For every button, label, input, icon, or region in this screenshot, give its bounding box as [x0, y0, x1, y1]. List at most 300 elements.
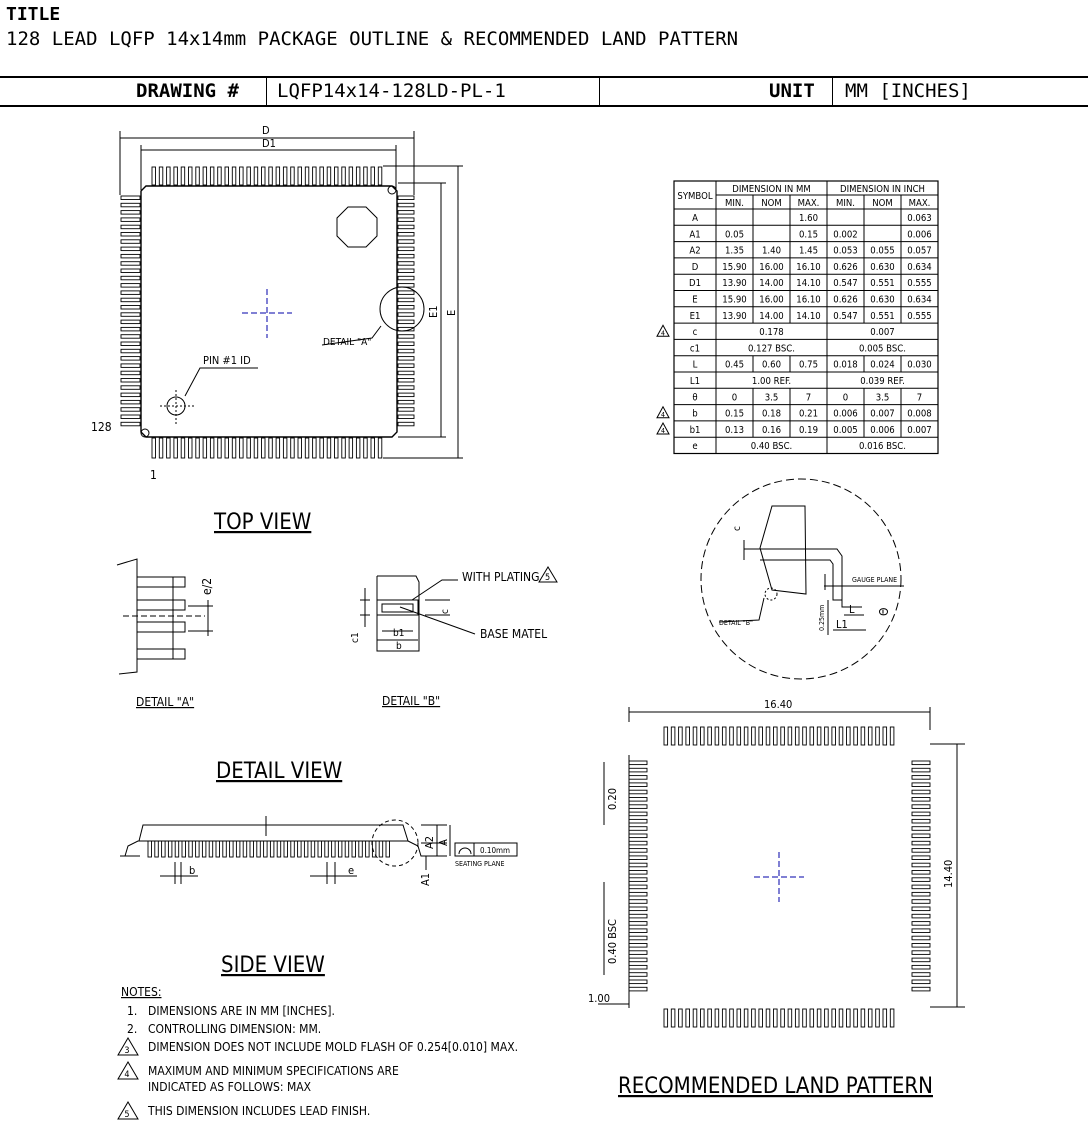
land-pad — [912, 987, 930, 991]
land-pad — [693, 727, 697, 745]
land-pad — [847, 727, 851, 745]
unit-value: MM [INCHES] — [845, 80, 971, 102]
note-number: 5 — [124, 1110, 130, 1120]
lead — [182, 841, 186, 857]
c-label: c — [440, 609, 451, 614]
land-pad — [730, 727, 734, 745]
lead — [342, 167, 346, 185]
lead — [398, 408, 414, 412]
land-pad — [912, 827, 930, 831]
land-pad — [912, 900, 930, 904]
lead — [230, 841, 234, 857]
lead — [284, 841, 288, 857]
title-label: TITLE — [6, 4, 61, 25]
lead — [121, 298, 140, 302]
land-pad — [912, 914, 930, 918]
lead — [189, 841, 193, 857]
lead — [121, 313, 140, 317]
detail-b-callout: DETAIL "B" — [719, 619, 753, 627]
table-cell: 0.005 — [833, 424, 858, 436]
land-pad — [629, 922, 647, 926]
land-pad — [817, 727, 821, 745]
lead — [371, 438, 375, 458]
lead — [269, 438, 273, 458]
lead — [332, 841, 336, 857]
land-pad — [686, 1009, 690, 1027]
lead — [159, 438, 163, 458]
land-pad — [912, 965, 930, 969]
land-pattern-caption: RECOMMENDED LAND PATTERN — [618, 1074, 933, 1099]
table-cell: 7 — [805, 392, 812, 404]
table-symbol: e — [692, 441, 698, 453]
lead — [276, 167, 280, 185]
detail-a-drawing — [117, 559, 213, 674]
land-pad — [825, 1009, 829, 1027]
land-pad — [912, 863, 930, 867]
lead — [223, 841, 227, 857]
land-pad — [722, 1009, 726, 1027]
table-subheader: MAX. — [908, 198, 931, 209]
table-cell: 0.60 — [761, 359, 782, 371]
land-pad — [803, 1009, 807, 1027]
lead — [304, 841, 308, 857]
land-pad — [861, 727, 865, 745]
lead — [121, 349, 140, 353]
table-subheader: MIN. — [725, 198, 744, 209]
note-text: DIMENSIONS ARE IN MM [INCHES]. — [148, 1004, 335, 1018]
lead — [291, 167, 295, 185]
land-pad — [803, 727, 807, 745]
lead — [121, 276, 140, 280]
lead — [203, 167, 207, 185]
table-symbol-header: SYMBOL — [677, 191, 713, 202]
note-flag-number: 4 — [660, 329, 666, 338]
note-text: INDICATED AS FOLLOWS: MAX — [148, 1080, 312, 1094]
side-e-label: e — [348, 864, 355, 877]
table-cell: 0.13 — [724, 424, 745, 436]
land-pad — [912, 936, 930, 940]
detail-a-caption: DETAIL "A" — [136, 695, 195, 709]
table-symbol: c1 — [689, 343, 701, 355]
land-pad — [629, 841, 647, 845]
lead — [349, 167, 353, 185]
land-pad — [629, 871, 647, 875]
land-pad — [629, 936, 647, 940]
land-pad — [912, 768, 930, 772]
lead — [371, 167, 375, 185]
lead — [398, 415, 414, 419]
title-text: 128 LEAD LQFP 14x14mm PACKAGE OUTLINE & RECOMMENDED LAND PATTERN — [6, 28, 739, 50]
table-cell: 0.057 — [907, 245, 932, 257]
lead — [398, 298, 414, 302]
land-pad — [629, 761, 647, 765]
notes-heading: NOTES: — [121, 985, 162, 999]
table-cell: 0.178 — [759, 327, 784, 339]
lead — [345, 841, 349, 857]
lead — [189, 438, 193, 458]
land-pad — [912, 805, 930, 809]
note-text: THIS DIMENSION INCLUDES LEAD FINISH. — [148, 1104, 371, 1118]
land-pad — [629, 914, 647, 918]
land-pad — [912, 776, 930, 780]
land-pad — [679, 1009, 683, 1027]
land-pad — [912, 834, 930, 838]
table-symbol: L1 — [689, 376, 701, 387]
b-label: b — [396, 641, 402, 652]
lead — [121, 262, 140, 266]
lead — [356, 438, 360, 458]
land-pad — [629, 980, 647, 984]
land-pad — [795, 727, 799, 745]
land-pad — [766, 727, 770, 745]
table-subheader: MAX. — [797, 198, 820, 209]
land-pad — [912, 973, 930, 977]
lead — [121, 254, 140, 258]
land-pad — [861, 1009, 865, 1027]
lead — [276, 438, 280, 458]
drawing-number: LQFP14x14-128LD-PL-1 — [277, 80, 506, 102]
table-symbol: b1 — [689, 424, 701, 436]
lead — [366, 841, 370, 857]
table-cell: 0.16 — [761, 424, 782, 436]
lead — [225, 438, 229, 458]
land-pad — [629, 951, 647, 955]
dimension-table — [657, 181, 938, 454]
table-cell: 1.00 REF. — [751, 376, 792, 387]
lead — [247, 438, 251, 458]
table-cell: 0.053 — [833, 245, 858, 257]
land-pad — [629, 856, 647, 860]
lead — [298, 841, 302, 857]
lead — [121, 357, 140, 361]
pin1-id-label: PIN #1 ID — [203, 354, 251, 367]
land-pad — [671, 727, 675, 745]
lead — [152, 167, 156, 185]
table-cell: 0.75 — [798, 359, 819, 371]
land-pad — [693, 1009, 697, 1027]
lead — [196, 438, 200, 458]
lead — [196, 841, 200, 857]
lead — [386, 841, 390, 857]
land-pad — [629, 973, 647, 977]
table-cell: 14.10 — [796, 278, 821, 290]
dim-e-label: E — [445, 309, 458, 316]
unit-label: UNIT — [769, 80, 815, 102]
table-subheader: NOM — [761, 198, 782, 209]
land-pad — [912, 856, 930, 860]
table-cell: 0.45 — [724, 359, 745, 371]
land-pad — [890, 727, 894, 745]
lead — [168, 841, 172, 857]
land-pad — [912, 819, 930, 823]
lead — [398, 196, 414, 200]
land-pad — [883, 1009, 887, 1027]
lead — [398, 386, 414, 390]
land-width-label: 16.40 — [764, 698, 793, 711]
lead — [189, 167, 193, 185]
table-cell: 14.00 — [759, 278, 784, 290]
lead — [257, 841, 261, 857]
table-inch-header: DIMENSION IN INCH — [840, 184, 925, 195]
land-pad — [912, 841, 930, 845]
dim-d1-label: D1 — [262, 137, 276, 150]
lead — [121, 386, 140, 390]
land-pad — [629, 944, 647, 948]
lead — [121, 218, 140, 222]
lead — [174, 167, 178, 185]
lead — [121, 269, 140, 273]
land-pad — [701, 1009, 705, 1027]
lead — [283, 438, 287, 458]
pad-width-label: 0.20 — [606, 787, 619, 810]
lead — [121, 203, 140, 207]
a2-label: A2 — [423, 835, 436, 849]
table-cell: 0.002 — [833, 229, 858, 241]
lead — [167, 438, 171, 458]
top-view — [120, 131, 463, 458]
lead — [181, 438, 185, 458]
table-mm-header: DIMENSION IN MM — [732, 184, 811, 195]
note-flag-number: 4 — [660, 427, 666, 436]
table-cell: 0.006 — [833, 408, 858, 420]
land-pad — [715, 727, 719, 745]
lead — [320, 438, 324, 458]
table-cell: 0.21 — [798, 408, 819, 420]
lead — [202, 841, 206, 857]
lead — [155, 841, 159, 857]
land-pad — [737, 727, 741, 745]
land-pad — [752, 1009, 756, 1027]
table-cell: 0.055 — [870, 245, 895, 257]
table-cell: 0.039 REF. — [860, 376, 905, 387]
lead — [318, 841, 322, 857]
table-cell: 0.007 — [870, 327, 895, 339]
land-pad — [686, 727, 690, 745]
land-pad — [912, 958, 930, 962]
land-pad — [912, 878, 930, 882]
lead — [364, 438, 368, 458]
table-cell: 0.016 BSC. — [859, 441, 906, 453]
lead — [121, 364, 140, 368]
land-pad — [629, 783, 647, 787]
land-pad — [781, 727, 785, 745]
detail-b-c-label: c — [732, 526, 743, 531]
lead — [121, 379, 140, 383]
lead — [121, 240, 140, 244]
land-pad — [629, 987, 647, 991]
lead — [398, 371, 414, 375]
table-cell: 0.547 — [833, 278, 858, 290]
lead — [398, 240, 414, 244]
land-pad — [810, 1009, 814, 1027]
lead — [398, 364, 414, 368]
land-pad — [744, 727, 748, 745]
lead — [121, 233, 140, 237]
table-cell: 0.007 — [907, 424, 932, 436]
table-symbol: c — [692, 327, 698, 339]
table-cell: 0.005 BSC. — [859, 343, 906, 355]
land-pad — [839, 727, 843, 745]
pitch-label: 0.40 BSC — [606, 919, 619, 964]
with-plating-label: WITH PLATING — [462, 570, 540, 584]
table-cell: 0.024 — [870, 359, 895, 371]
table-cell: 0.008 — [907, 408, 932, 420]
land-pad — [781, 1009, 785, 1027]
land-pad — [912, 944, 930, 948]
land-pad — [912, 885, 930, 889]
lead — [378, 438, 382, 458]
lead — [398, 335, 414, 339]
lead — [121, 291, 140, 295]
lead — [148, 841, 152, 857]
lead — [398, 233, 414, 237]
land-pad — [671, 1009, 675, 1027]
lead — [291, 438, 295, 458]
table-cell: 1.40 — [761, 245, 782, 257]
pad-length-label: 1.00 — [588, 992, 611, 1005]
table-cell: 1.45 — [798, 245, 819, 257]
land-pad — [912, 798, 930, 802]
lead — [277, 841, 281, 857]
land-pad — [708, 1009, 712, 1027]
land-pad — [854, 1009, 858, 1027]
lead — [398, 393, 414, 397]
table-cell: 16.00 — [759, 294, 784, 306]
land-pad — [817, 1009, 821, 1027]
land-pad — [629, 812, 647, 816]
lead — [121, 408, 140, 412]
lead — [398, 203, 414, 207]
table-cell: 0.551 — [870, 278, 895, 290]
land-pad — [629, 798, 647, 802]
land-pad — [912, 849, 930, 853]
land-pad — [629, 805, 647, 809]
lead — [121, 284, 140, 288]
table-cell: 0.555 — [907, 310, 932, 322]
table-cell: 0.630 — [870, 261, 895, 273]
land-pad — [629, 834, 647, 838]
lead — [247, 167, 251, 185]
land-pad — [912, 929, 930, 933]
table-cell: 16.00 — [759, 261, 784, 273]
a1-label: A1 — [419, 872, 432, 886]
lead — [311, 841, 315, 857]
land-height-label: 14.40 — [942, 859, 955, 888]
table-cell: 0.547 — [833, 310, 858, 322]
table-cell: 0.40 BSC. — [750, 441, 793, 453]
side-view — [120, 816, 517, 884]
lead — [121, 422, 140, 426]
table-cell: 0.19 — [798, 424, 819, 436]
land-pad — [629, 768, 647, 772]
table-cell: 0.006 — [907, 229, 932, 241]
lead — [210, 167, 214, 185]
side-view-caption: SIDE VIEW — [221, 953, 325, 978]
table-cell: 0.634 — [907, 261, 932, 273]
lead — [121, 415, 140, 419]
note-text: MAXIMUM AND MINIMUM SPECIFICATIONS ARE — [148, 1064, 399, 1078]
table-cell: 0.030 — [907, 359, 932, 371]
land-pad — [912, 871, 930, 875]
land-pad — [629, 958, 647, 962]
land-pad — [912, 951, 930, 955]
table-cell: 0.18 — [761, 408, 782, 420]
land-pad — [629, 907, 647, 911]
lead — [196, 167, 200, 185]
lead-length-label: L — [849, 603, 855, 616]
gauge-dim-label: 0.25mm — [818, 604, 826, 631]
table-symbol: A — [692, 213, 698, 224]
lead — [243, 841, 247, 857]
land-pad — [629, 965, 647, 969]
land-pad — [810, 727, 814, 745]
lead — [398, 269, 414, 273]
table-cell: 0.626 — [833, 294, 858, 306]
lead — [398, 276, 414, 280]
lead — [262, 167, 266, 185]
table-cell: 0.127 BSC. — [748, 343, 795, 355]
land-pad — [774, 1009, 778, 1027]
table-cell: 0.551 — [870, 310, 895, 322]
table-cell: 0.006 — [870, 424, 895, 436]
lead — [313, 438, 317, 458]
lead — [232, 438, 236, 458]
table-symbol: A2 — [689, 245, 701, 257]
table-symbol: D1 — [688, 278, 702, 290]
table-cell: 0.063 — [907, 213, 932, 224]
land-pad — [737, 1009, 741, 1027]
pin-128-label: 128 — [91, 420, 112, 434]
land-pad — [708, 727, 712, 745]
lead — [209, 841, 213, 857]
lead — [291, 841, 295, 857]
lead — [349, 438, 353, 458]
table-cell: 13.90 — [722, 310, 747, 322]
land-pad — [912, 761, 930, 765]
a-label: A — [437, 839, 450, 846]
lead — [364, 167, 368, 185]
land-pad — [795, 1009, 799, 1027]
table-cell: 0.05 — [724, 229, 745, 241]
gauge-plane-label: GAUGE PLANE — [852, 576, 898, 584]
table-symbol: b — [692, 408, 698, 420]
land-pad — [788, 1009, 792, 1027]
land-pad — [847, 1009, 851, 1027]
land-pad — [722, 727, 726, 745]
land-pad — [854, 727, 858, 745]
lead — [121, 320, 140, 324]
lead — [225, 167, 229, 185]
table-cell: 0 — [842, 392, 849, 404]
table-cell: 0.626 — [833, 261, 858, 273]
land-pad — [912, 812, 930, 816]
table-cell: 1.35 — [724, 245, 745, 257]
land-pad — [701, 727, 705, 745]
lead — [342, 438, 346, 458]
lead — [398, 247, 414, 251]
table-cell: 3.5 — [875, 392, 890, 404]
land-pad — [912, 980, 930, 984]
land-pad — [629, 827, 647, 831]
land-pad — [629, 819, 647, 823]
lead — [398, 291, 414, 295]
table-cell: 0.007 — [870, 408, 895, 420]
lead — [298, 438, 302, 458]
lead — [218, 438, 222, 458]
note-flag-number: 4 — [660, 410, 666, 419]
land-pad — [912, 907, 930, 911]
pin-1-label: 1 — [150, 468, 157, 482]
